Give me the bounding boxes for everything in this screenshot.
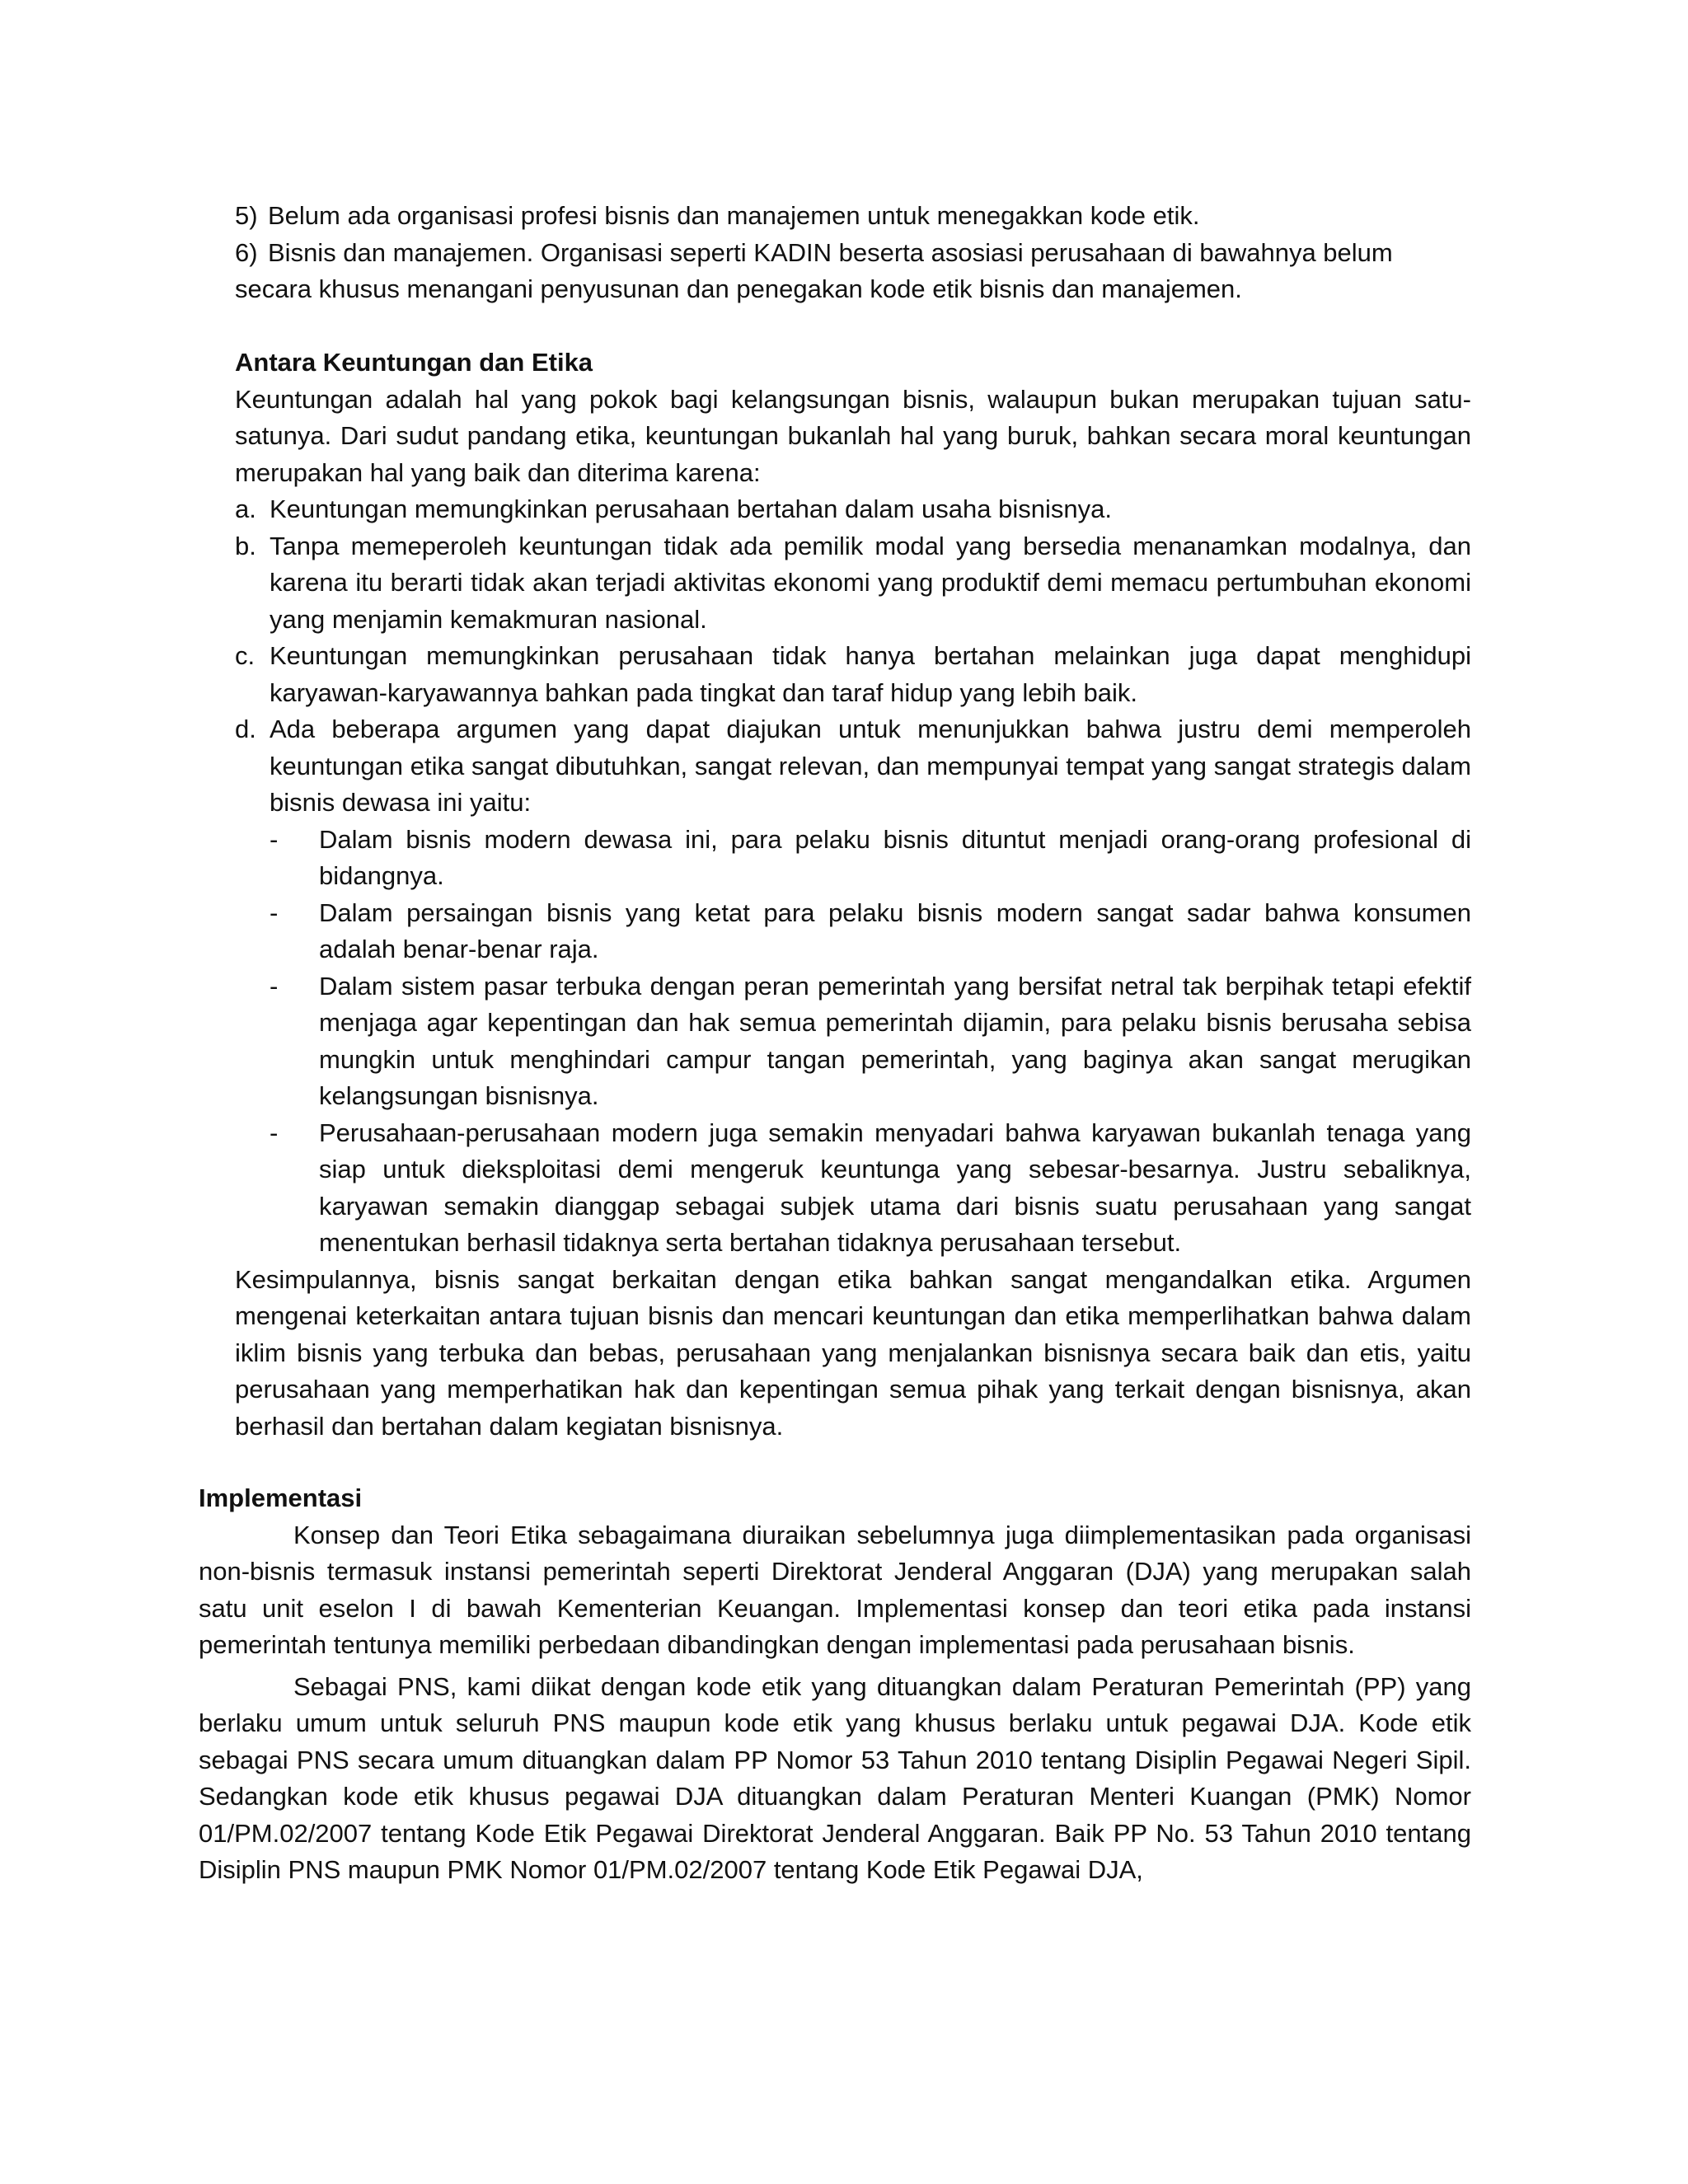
alpha-label: a. [235,494,256,523]
item-number: 5) [235,201,258,230]
body-paragraph: Konsep dan Teori Etika sebagaimana diuraikan sebelumnya juga diimplementasikan pada organisasi non-bisnis termasuk instansi pemerintah seperti Direktorat Jenderal Anggaran (DJA) yang merupakan salah satu unit eselon I di bawah Kementerian Keuangan. Implementasi konsep dan teori etika pada instansi pemerintah tentunya memiliki perbedaan dibandingkan dengan implementasi pada perusahaan bisnis. [199,1520,1471,1659]
body-paragraph: Sebagai PNS, kami diikat dengan kode etik yang dituangkan dalam Peraturan Pemerintah (PP) yang berlaku umum untuk seluruh PNS maupun kode etik yang khusus berlaku untuk pegawai DJA. Kode etik sebagai PNS secara umum dituangkan dalam PP Nomor 53 Tahun 2010 tentang Disiplin Pegawai Negeri Sipil. Sedangkan kode etik khusus pegawai DJA dituangkan dalam Peraturan Menteri Kuangan (PMK) Nomor 01/PM.02/2007 tentang Kode Etik Pegawai Direktorat Jenderal Anggaran. Baik PP No. 53 Tahun 2010 tentang Disiplin PNS maupun PMK Nomor 01/PM.02/2007 tentang Kode Etik Pegawai DJA, [199,1671,1471,1884]
dash-marker: - [270,1118,279,1147]
alpha-label: b. [235,531,256,560]
alpha-label: d. [235,715,256,743]
alpha-item-a [235,491,1471,528]
section-implementasi [199,1480,1471,1889]
dash-item [270,895,1471,968]
item-number: 6) [235,237,258,267]
alpha-text: Keuntungan memungkinkan perusahaan tidak hanya bertahan melainkan juga dapat menghidupi karyawan-karyawannya bahkan pada tingkat dan taraf hidup yang lebih baik. [270,641,1471,707]
alpha-item-b [235,528,1471,639]
alpha-label: c. [235,641,256,670]
section-conclusion: Kesimpulannya, bisnis sangat berkaitan dengan etika bahkan sangat mengandalkan etika. Argumen mengenai keterkaitan antara tujuan bisnis dan mencari keuntungan dan etika memperlihatkan bahwa dalam iklim bisnis yang terbuka dan bebas, perusahaan yang menjalankan bisnisnya secara baik dan etis, yaitu perusahaan yang memperhatikan hak dan kepentingan semua pihak yang terkait dengan bisnisnya, akan berhasil dan bertahan dalam kegiatan bisnisnya. [235,1264,1471,1441]
numbered-item-6 [235,235,1471,272]
dash-marker: - [270,898,279,927]
dash-text: Dalam sistem pasar terbuka dengan peran pemerintah yang bersifat netral tak berpihak tetapi efektif menjaga agar kepentingan dan hak semua pemerintah dijamin, para pelaku bisnis berusaha sebisa mungkin untuk menghindari campur tangan pemerintah, yang baginya akan sangat merugikan kelangsungan bisnisnya. [319,971,1471,1110]
numbered-item-5 [235,198,1471,235]
alpha-text: Ada beberapa argumen yang dapat diajukan untuk menunjukkan bahwa justru demi memperoleh keuntungan etika sangat dibutuhkan, sangat relevan, dan mempunyai tempat yang sangat strategis dalam bisnis dewasa ini yaitu: [270,715,1471,817]
dash-text: Perusahaan-perusahaan modern juga semakin menyadari bahwa karyawan bukanlah tenaga yang siap untuk dieksploitasi demi mengeruk keuntunga yang sebesar-besarnya. Justru sebaliknya, karyawan semakin dianggap sebagai subjek utama dari bisnis suatu perusahaan yang sangat menentukan berhasil tidaknya serta bertahan tidaknya perusahaan tersebut. [319,1118,1471,1257]
alpha-item-d [235,711,1471,1262]
dash-marker: - [270,824,279,854]
item-text: Belum ada organisasi profesi bisnis dan manajemen untuk menegakkan kode etik. [268,201,1200,230]
dash-item [270,1115,1471,1262]
alpha-text: Tanpa memeperoleh keuntungan tidak ada pemilik modal yang bersedia menanamkan modalnya, dan karena itu berarti tidak akan terjadi aktivitas ekonomi yang produktif demi memacu pertumbuhan ekonomi yang menjamin kemakmuran nasional. [270,531,1471,634]
section-intro: Keuntungan adalah hal yang pokok bagi kelangsungan bisnis, walaupun bukan merupakan tujuan satu-satunya. Dari sudut pandang etika, keuntungan bukanlah hal yang buruk, bahkan secara moral keuntungan merupakan hal yang baik dan diterima karena: [235,384,1471,487]
top-numbered-list [235,198,1471,308]
item-continuation: secara khusus menangani penyusunan dan penegakan kode etik bisnis dan manajemen. [235,274,1242,303]
dash-text: Dalam bisnis modern dewasa ini, para pelaku bisnis dituntut menjadi orang-orang profesional di bidangnya. [319,824,1471,890]
alpha-text: Keuntungan memungkinkan perusahaan bertahan dalam usaha bisnisnya. [270,494,1112,523]
section-heading: Implementasi [199,1483,363,1512]
dash-item [270,822,1471,895]
dash-list [270,822,1471,1262]
dash-item [270,968,1471,1115]
section-heading: Antara Keuntungan dan Etika [235,348,593,377]
dash-text: Dalam persaingan bisnis yang ketat para pelaku bisnis modern sangat sadar bahwa konsumen adalah benar-benar raja. [319,898,1471,963]
alpha-item-c [235,638,1471,711]
section-keuntungan-etika [235,344,1471,1445]
alpha-item-d-body [270,711,1471,1262]
dash-marker: - [270,971,279,1001]
item-text: Bisnis dan manajemen. Organisasi seperti KADIN beserta asosiasi perusahaan di bawahnya belum [268,237,1393,267]
